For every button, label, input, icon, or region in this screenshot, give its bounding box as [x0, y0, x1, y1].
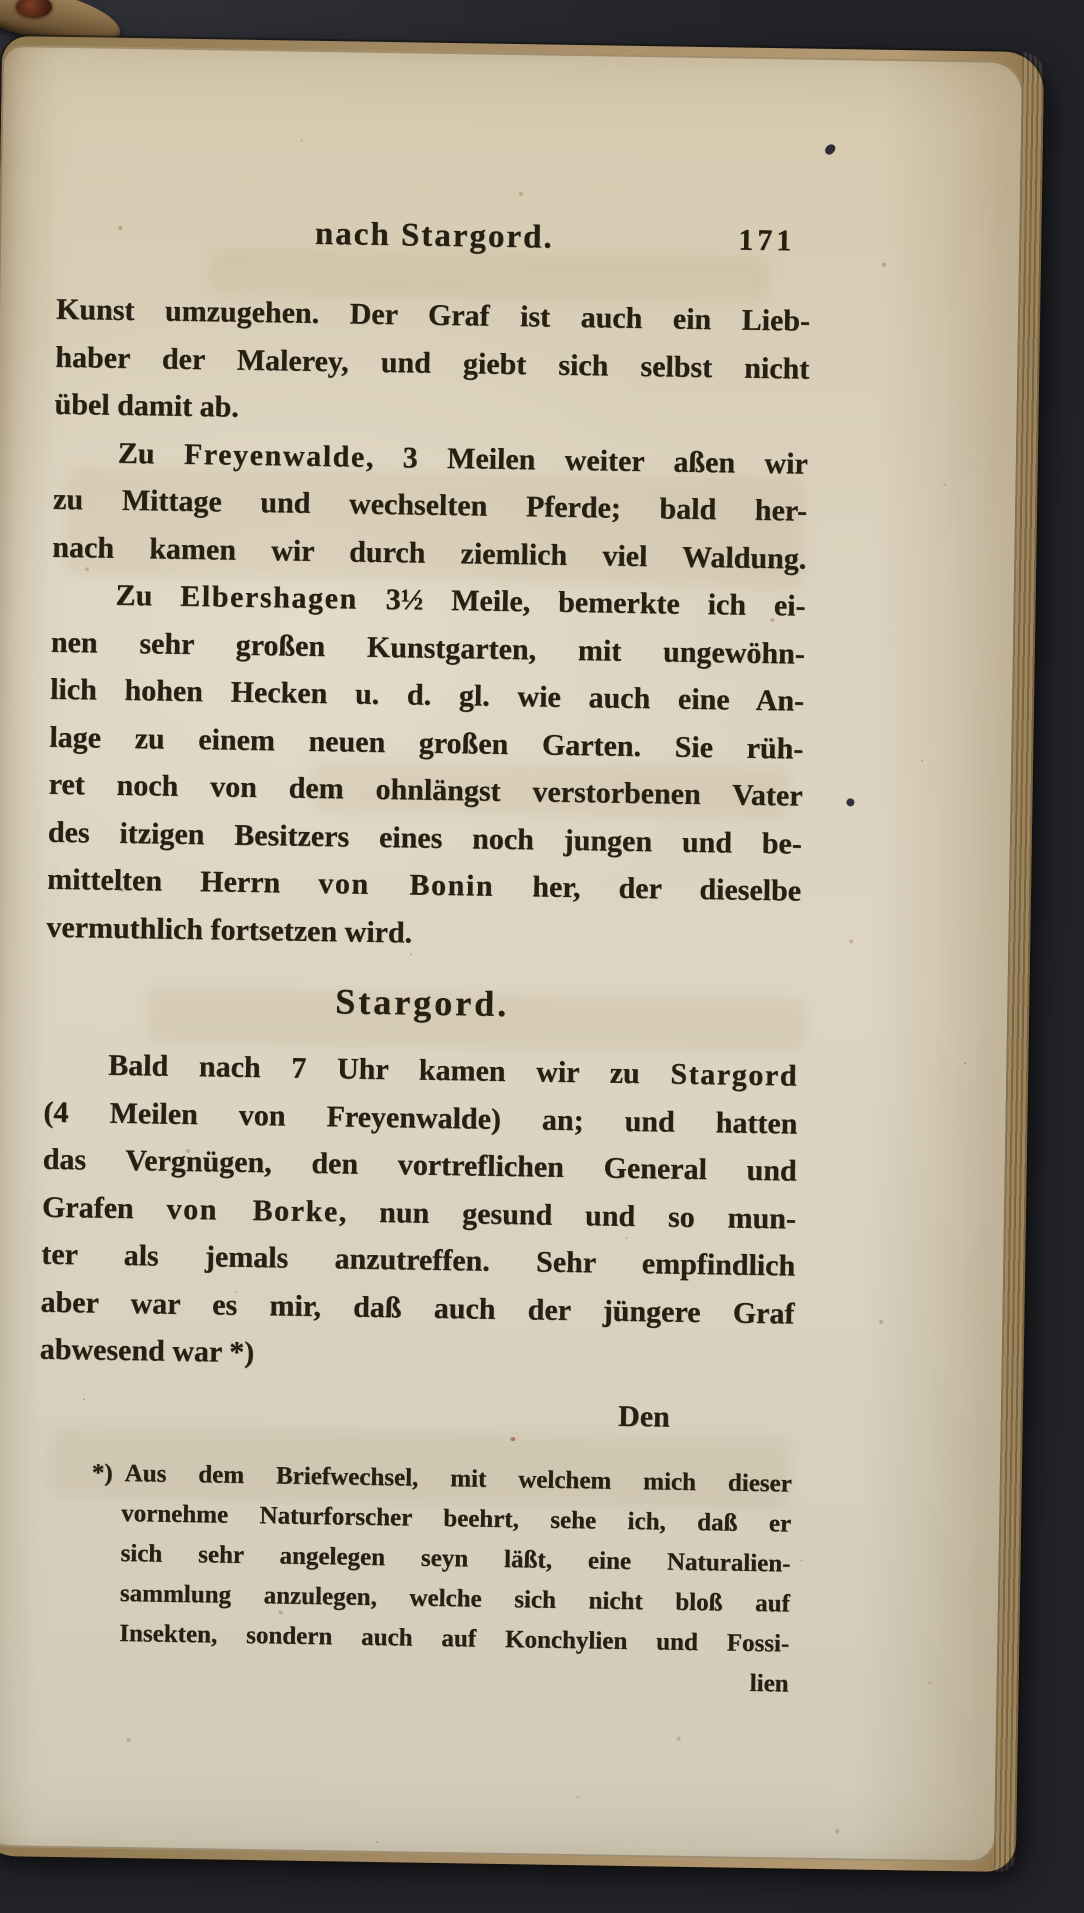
emphasized-name: von Borke	[166, 1192, 340, 1228]
text-line: Insekten, sondern auch auf Konchylien und Fossi-	[119, 1619, 790, 1657]
ink-fleck	[846, 798, 854, 806]
text-line: lich hohen Hecken u. d. gl. wie auch eine An-	[49, 672, 805, 718]
footnote-block	[88, 1453, 792, 1704]
text-line: Zu Freyenwalde, 3 Meilen weiter aßen wir	[117, 436, 808, 481]
text-line: haber der Malerey, und giebt sich selbst nicht	[55, 340, 810, 386]
text-line: vornehme Naturforscher beehrt, sehe ich, daß er	[120, 1499, 792, 1537]
text-line: Bald nach 7 Uhr kamen wir zu Stargord	[107, 1048, 799, 1093]
text-line: aber war es mir, daß auch der jüngere Graf	[40, 1285, 795, 1331]
text-line: sich sehr angelegen seyn läßt, eine Naturalien-	[120, 1539, 791, 1577]
page-number: 171	[737, 223, 796, 258]
text-line: Grafen von Borke, nun gesund und so mun-	[41, 1190, 797, 1236]
text-line: Zu Elbershagen 3½ Meile, bemerkte ich ei-	[115, 578, 806, 623]
text-line: des itzigen Besitzers eines noch jungen und be-	[47, 815, 803, 861]
emphasized-name: Elbershagen	[179, 579, 359, 616]
text-line: mittelten Herrn von Bonin her, der dieselbe	[46, 862, 802, 908]
emphasized-name: von Bonin	[317, 866, 495, 903]
text-line: sammlung anzulegen, welche sich nicht bloß auf	[119, 1579, 791, 1617]
text-line: das Vergnügen, den vortreflichen General und	[42, 1142, 797, 1188]
paragraph-block-2	[39, 1041, 798, 1385]
book-page	[0, 45, 1024, 1863]
catchword: Den	[617, 1399, 671, 1434]
emphasized-name: Freyenwalde	[183, 437, 367, 474]
text-line: übel damit ab.	[54, 387, 240, 424]
footnote-catchword: lien	[749, 1669, 789, 1697]
text-line: *) Aus dem Briefwechsel, mit welchem mich dieser	[91, 1459, 792, 1498]
text-line: ret noch von dem ohnlängst verstorbenen Vater	[48, 767, 803, 813]
emphasized-name: Stargord	[670, 1057, 799, 1093]
text-line: abwesend war *)	[39, 1332, 255, 1370]
printed-text-block	[34, 206, 811, 1704]
text-line: ter als jemals anzutreffen. Sehr empfindlich	[40, 1237, 796, 1283]
text-line: Kunst umzugehen. Der Graf ist auch ein Lieb-	[55, 292, 811, 338]
text-line: nach kamen wir durch ziemlich viel Waldung.	[52, 530, 807, 576]
footnote-marker: *)	[91, 1459, 113, 1487]
running-header-title: nach Stargord.	[314, 215, 554, 256]
text-line: lage zu einem neuen großen Garten. Sie rüh-	[49, 720, 804, 766]
text-line: (4 Meilen von Freyenwalde) an; und hatten	[43, 1095, 798, 1141]
footnote-lines	[89, 1453, 792, 1664]
running-header	[57, 206, 812, 266]
text-line: nen sehr großen Kunstgarten, mit ungewöhn-	[50, 625, 806, 671]
ink-fleck	[823, 142, 836, 156]
text-line: vermuthlich fortsetzen wird.	[46, 910, 413, 949]
paper-specks	[2, 45, 4, 47]
page-deckle-edge	[0, 36, 1044, 1872]
paragraph-block-1	[46, 286, 810, 963]
text-line: zu Mittage und wechselten Pferde; bald her-	[52, 482, 808, 528]
section-heading: Stargord.	[334, 981, 510, 1025]
